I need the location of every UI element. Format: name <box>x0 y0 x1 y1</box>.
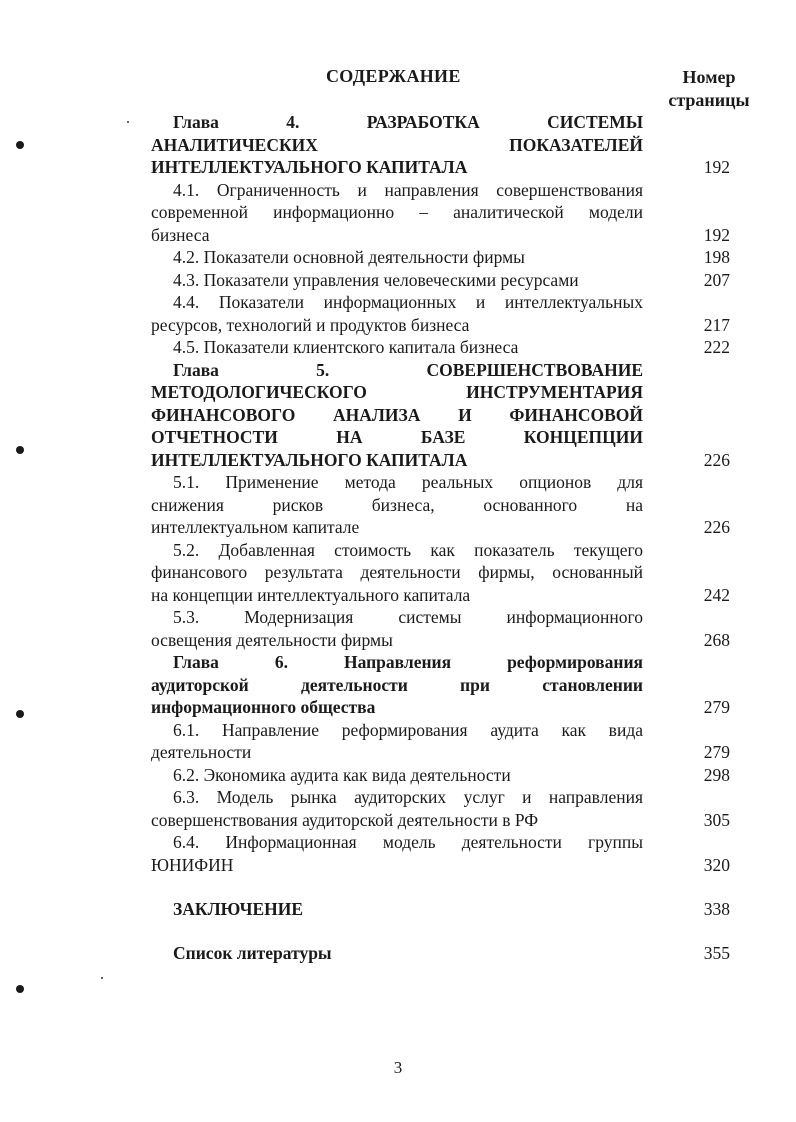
toc-section-4-1-line-2: современной информационно – аналитической модели <box>151 202 643 222</box>
toc-section-4-5-line-1: 4.5. Показатели клиентского капитала бизнеса <box>173 337 519 357</box>
toc-section-4-1-line-3: бизнеса <box>151 224 210 245</box>
toc-section-5-2-page: 242 <box>703 584 730 605</box>
toc-section-6-4-line-1: 6.4. Информационная модель деятельности группы <box>173 832 643 852</box>
page-number: 3 <box>393 1058 403 1077</box>
toc-section-5-2-line-2: финансового результата деятельности фирмы, основанный <box>151 562 643 582</box>
toc-section-4-5-page: 222 <box>703 337 730 357</box>
binder-hole-mark <box>16 446 24 454</box>
toc-section-6-4-line-2: ЮНИФИН <box>151 854 234 875</box>
toc-section-4-2-page: 198 <box>703 247 730 267</box>
scan-speck <box>127 121 129 123</box>
toc-section-6-3-line-1: 6.3. Модель рынка аудиторских услуг и направления <box>173 787 643 807</box>
toc-section-5-1-page: 226 <box>703 517 730 537</box>
toc-chapter-5-line-5: ИНТЕЛЛЕКТУАЛЬНОГО КАПИТАЛА <box>151 449 468 470</box>
toc-chapter-4-line-3: ИНТЕЛЛЕКТУАЛЬНОГО КАПИТАЛА <box>151 157 468 177</box>
toc-section-6-2-page: 298 <box>703 764 730 785</box>
toc-chapter-5-line-2: МЕТОДОЛОГИЧЕСКОГО ИНСТРУМЕНТАРИЯ <box>151 382 643 402</box>
toc-chapter-5-line-3: ФИНАНСОВОГО АНАЛИЗА И ФИНАНСОВОЙ <box>151 404 643 425</box>
binder-hole-mark <box>16 710 24 718</box>
scan-speck <box>101 977 103 979</box>
toc-references: Список литературы <box>173 943 332 963</box>
toc-section-4-2-line-1: 4.2. Показатели основной деятельности фирмы <box>173 247 525 267</box>
toc-section-5-3-page: 268 <box>703 629 730 650</box>
toc-section-5-3-line-1: 5.3. Модернизация системы информационного <box>173 607 643 627</box>
toc-section-6-1-line-2: деятельности <box>151 742 252 762</box>
toc-chapter-5-line-4: ОТЧЕТНОСТИ НА БАЗЕ КОНЦЕПЦИИ <box>151 427 643 447</box>
toc-chapter-6-line-3: информационного общества <box>151 697 376 717</box>
toc-section-4-1-page: 192 <box>703 224 730 245</box>
binder-hole-mark <box>16 985 24 993</box>
page-title: СОДЕРЖАНИЕ <box>326 66 461 86</box>
toc-section-4-3-page: 207 <box>703 269 730 290</box>
toc-chapter-5-page: 226 <box>703 449 730 470</box>
toc-references-page: 355 <box>703 943 730 963</box>
toc-chapter-4-line-1: Глава 4. РАЗРАБОТКА СИСТЕМЫ <box>173 112 643 132</box>
page-number-column-header: Номер страницы <box>668 67 750 110</box>
toc-section-6-3-page: 305 <box>703 809 730 830</box>
toc-chapter-6-line-2: аудиторской деятельности при становлении <box>151 674 643 695</box>
toc-section-5-3-line-2: освещения деятельности фирмы <box>151 629 393 650</box>
toc-section-6-1-page: 279 <box>703 742 730 762</box>
toc-section-6-1-line-1: 6.1. Направление реформирования аудита как вида <box>173 719 643 740</box>
toc-section-4-3-line-1: 4.3. Показатели управления человеческими ресурсами <box>173 269 579 290</box>
toc-section-6-3-line-2: совершенствования аудиторской деятельности в РФ <box>151 809 539 830</box>
toc-conclusion-page: 338 <box>703 899 730 919</box>
toc-section-4-4-page: 217 <box>703 314 730 335</box>
toc-conclusion: ЗАКЛЮЧЕНИЕ <box>173 899 304 919</box>
toc-chapter-4-line-2: АНАЛИТИЧЕСКИХ ПОКАЗАТЕЛЕЙ <box>151 134 643 155</box>
toc-section-5-1-line-1: 5.1. Применение метода реальных опционов для <box>173 472 643 492</box>
toc-section-4-4-line-2: ресурсов, технологий и продуктов бизнеса <box>151 314 470 335</box>
toc-chapter-5-line-1: Глава 5. СОВЕРШЕНСТВОВАНИЕ <box>173 359 643 380</box>
toc-chapter-4-page: 192 <box>703 157 730 177</box>
toc-section-4-4-line-1: 4.4. Показатели информационных и интеллектуальных <box>173 292 643 312</box>
binder-hole-mark <box>16 141 24 149</box>
toc-section-6-4-page: 320 <box>703 854 730 875</box>
toc-chapter-6-line-1: Глава 6. Направления реформирования <box>173 652 643 672</box>
toc-section-5-1-line-2: снижения рисков бизнеса, основанного на <box>151 494 643 515</box>
toc-section-5-2-line-1: 5.2. Добавленная стоимость как показатель текущего <box>173 539 643 560</box>
toc-section-6-2-line-1: 6.2. Экономика аудита как вида деятельности <box>173 764 511 785</box>
toc-section-5-2-line-3: на концепции интеллектуального капитала <box>151 584 471 605</box>
toc-section-5-1-line-3: интеллектуальном капитале <box>151 517 360 537</box>
toc-chapter-6-page: 279 <box>703 697 730 717</box>
toc-section-4-1-line-1: 4.1. Ограниченность и направления совершенствования <box>173 179 643 200</box>
